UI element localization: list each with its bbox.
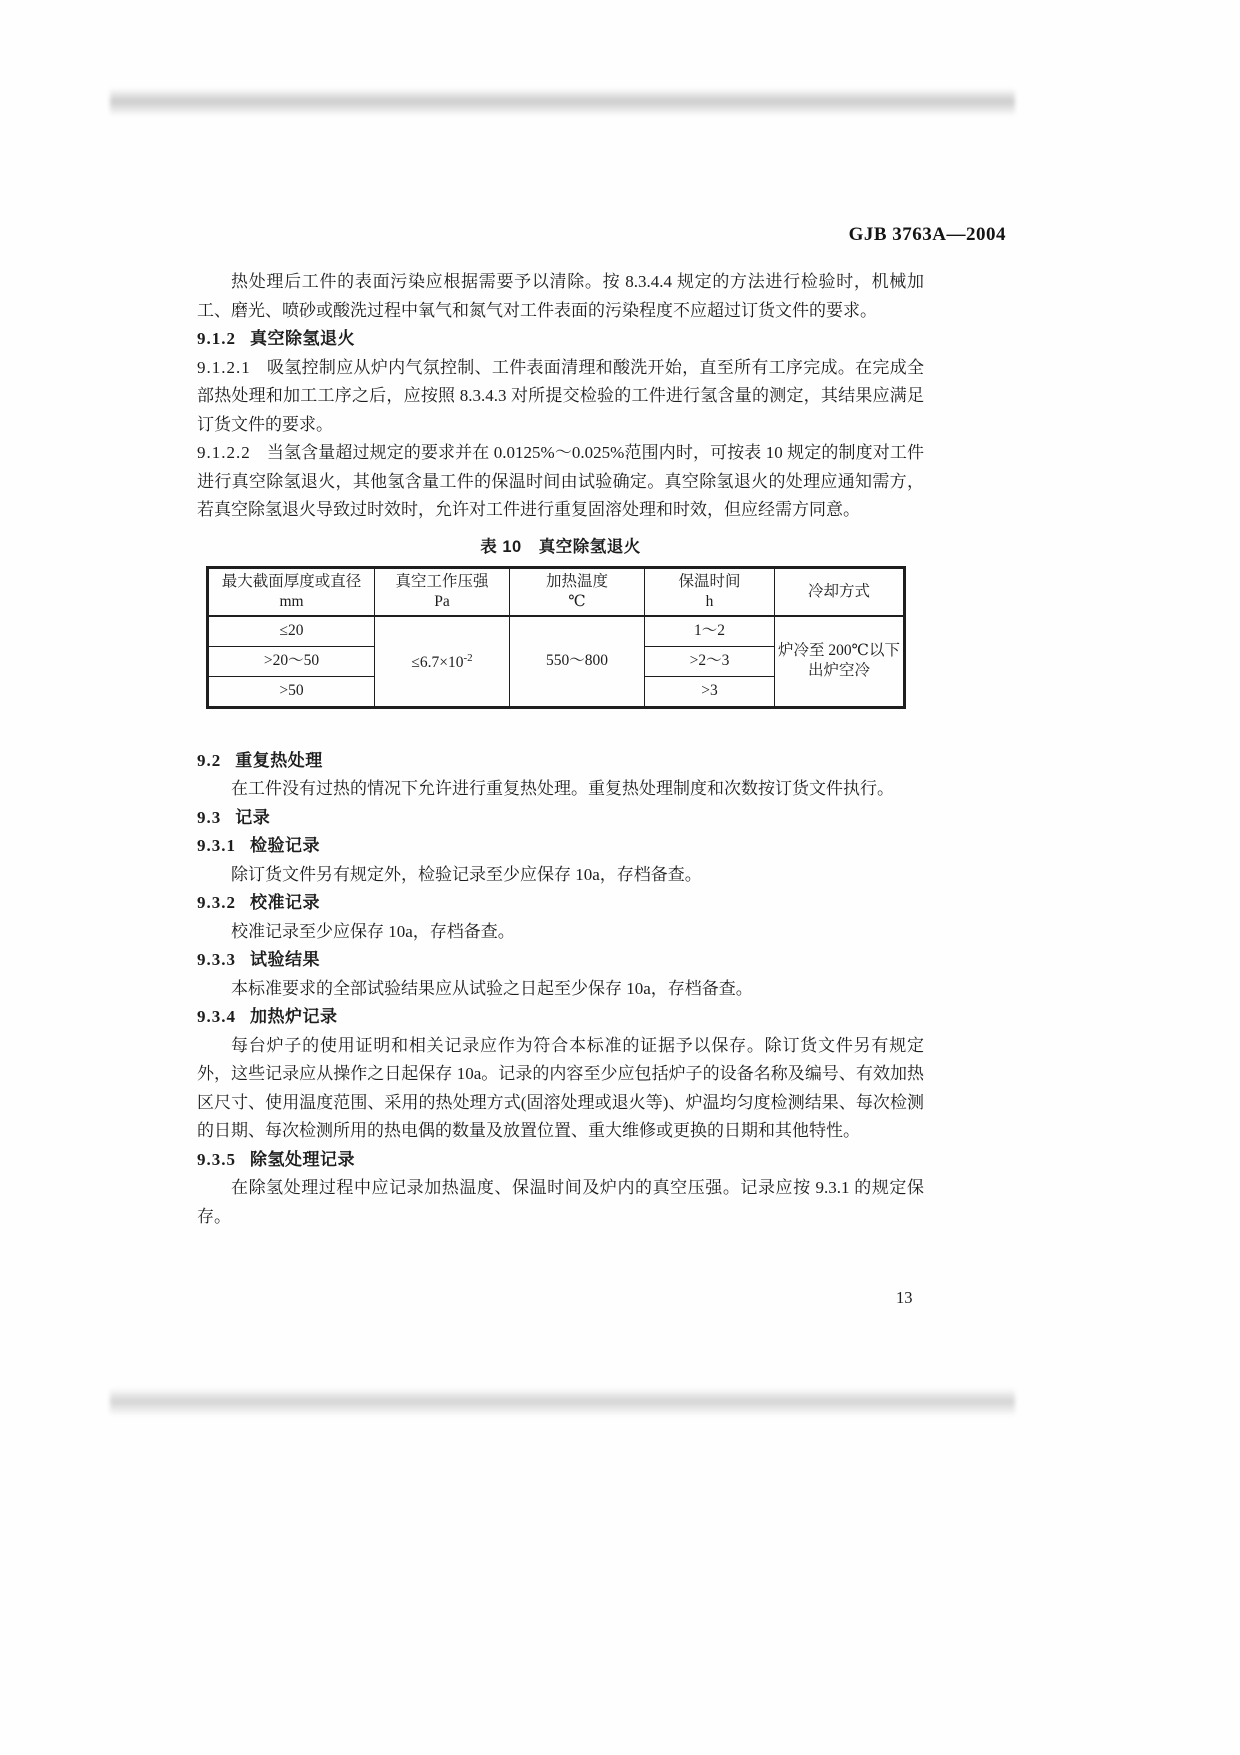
heading-9-3-2 xyxy=(197,889,924,918)
clause-number: 9.3.5 xyxy=(197,1149,236,1169)
cooling-line-1: 炉冷至 200℃以下 xyxy=(778,642,900,659)
cell-thickness: ≤20 xyxy=(208,616,375,647)
clause-title: 真空除氢退火 xyxy=(250,329,355,348)
cell-pressure xyxy=(375,616,510,708)
clause-number: 9.1.2.1 xyxy=(197,357,251,377)
paragraph-intro: 热处理后工件的表面污染应根据需要予以清除。按 8.3.4.4 规定的方法进行检验时，机械加工、磨光、喷砂或酸洗过程中氧气和氮气对工件表面的污染程度不应超过订货文件的要求。 xyxy=(197,272,924,320)
cell-holding-time: >3 xyxy=(645,676,775,707)
paragraph-9-1-2-2 xyxy=(197,439,924,525)
clause-number: 9.3 xyxy=(197,807,222,827)
cell-holding-time: 1～2 xyxy=(645,616,775,647)
clause-number: 9.1.2.2 xyxy=(197,443,251,462)
heading-9-2 xyxy=(197,747,924,776)
page-number: 13 xyxy=(896,1288,913,1307)
clause-title: 记录 xyxy=(235,807,271,827)
document-body xyxy=(197,268,924,1231)
heading-9-3-1 xyxy=(197,832,924,861)
clause-number: 9.2 xyxy=(197,750,222,770)
col-header-name: 最大截面厚度或直径 xyxy=(221,572,362,590)
clause-text: 吸氢控制应从炉内气氛控制、工件表面清理和酸洗开始，直至所有工序完成。在完成全部热处理和加工工序之后，应按照 8.3.4.3 对所提交检验的工件进行氢含量的测定，其结果应满足订货文件的要求。 xyxy=(197,357,924,434)
clause-number: 9.3.1 xyxy=(197,836,236,855)
paragraph-9-3-4: 每台炉子的使用证明和相关记录应作为符合本标准的证据予以保存。除订货文件另有规定外，这些记录应从操作之日起保存 10a。记录的内容至少应包括炉子的设备名称及编号、有效加热区尺寸、使用温度范围、采用的热处理方式(固溶处理或退火等)、炉温均匀度检测结果、每次检测的日期、每次检测所用的热电偶的数量及放置位置、重大维修或更换的日期和其他特性。 xyxy=(197,1035,924,1140)
col-header-unit: mm xyxy=(279,592,304,610)
heading-9-3-4 xyxy=(197,1003,924,1032)
col-header-cooling-method xyxy=(775,567,905,616)
cell-thickness: >50 xyxy=(208,676,375,707)
cell-thickness: >20～50 xyxy=(208,646,375,676)
clause-text: 当氢含量超过规定的要求并在 0.0125%～0.025%范围内时，可按表 10 规定的制度对工件进行真空除氢退火，其他氢含量工件的保温时间由试验确定。真空除氢退火的处理应通知需方，若真空除氢退火导致过时效时，允许对工件进行重复固溶处理和时效，但应经需方同意。 xyxy=(197,443,924,519)
scan-artifact-bottom xyxy=(110,1388,1015,1416)
standard-code-header: GJB 3763A—2004 xyxy=(848,224,1006,245)
clause-number: 9.3.2 xyxy=(197,893,236,912)
clause-title: 试验结果 xyxy=(250,950,320,969)
clause-title: 校准记录 xyxy=(250,893,320,912)
clause-title: 重复热处理 xyxy=(235,750,323,770)
col-header-unit: ℃ xyxy=(568,592,586,610)
col-header-name: 真空工作压强 xyxy=(395,572,489,590)
paragraph-9-3-5: 在除氢处理过程中应记录加热温度、保温时间及炉内的真空压强。记录应按 9.3.1 的规定保存。 xyxy=(197,1178,924,1226)
cell-cooling xyxy=(775,616,905,708)
col-header-name: 冷却方式 xyxy=(807,582,870,600)
col-header-unit: h xyxy=(705,592,714,610)
table-10 xyxy=(206,566,906,709)
cell-holding-time: >2～3 xyxy=(645,646,775,676)
table-10-caption: 表 10 真空除氢退火 xyxy=(480,537,641,556)
heading-9-1-2 xyxy=(197,325,924,354)
clause-title: 除氢处理记录 xyxy=(250,1149,355,1169)
pressure-exponent: -2 xyxy=(463,652,473,665)
paragraph-9-3-1: 除订货文件另有规定外，检验记录至少应保存 10a，存档备查。 xyxy=(231,864,702,884)
heading-9-3-3 xyxy=(197,946,924,975)
cell-temperature: 550～800 xyxy=(510,616,645,708)
paragraph-9-1-2-1 xyxy=(197,354,924,440)
clause-number: 9.3.4 xyxy=(197,1007,236,1026)
heading-9-3-5 xyxy=(197,1146,924,1175)
col-header-vacuum-pressure xyxy=(375,567,510,616)
clause-title: 检验记录 xyxy=(250,836,320,855)
paragraph-9-3-3: 本标准要求的全部试验结果应从试验之日起至少保存 10a，存档备查。 xyxy=(231,978,753,998)
paragraph-9-3-2: 校准记录至少应保存 10a，存档备查。 xyxy=(231,921,515,941)
table-10-header-row xyxy=(208,567,905,616)
col-header-unit: Pa xyxy=(434,592,450,610)
col-header-name: 保温时间 xyxy=(678,572,741,590)
heading-9-3 xyxy=(197,804,924,833)
clause-number: 9.1.2 xyxy=(197,329,236,348)
col-header-max-thickness xyxy=(208,567,375,616)
col-header-heating-temp xyxy=(510,567,645,616)
table-row xyxy=(208,616,905,647)
cooling-line-2: 出炉空冷 xyxy=(807,662,870,679)
scan-artifact-top xyxy=(110,88,1015,116)
clause-number: 9.3.3 xyxy=(197,950,236,969)
pressure-value: ≤6.7×10 xyxy=(411,654,464,672)
col-header-holding-time xyxy=(645,567,775,616)
paragraph-9-2: 在工件没有过热的情况下允许进行重复热处理。重复热处理制度和次数按订货文件执行。 xyxy=(231,779,894,798)
col-header-name: 加热温度 xyxy=(545,572,608,590)
clause-title: 加热炉记录 xyxy=(250,1007,338,1026)
